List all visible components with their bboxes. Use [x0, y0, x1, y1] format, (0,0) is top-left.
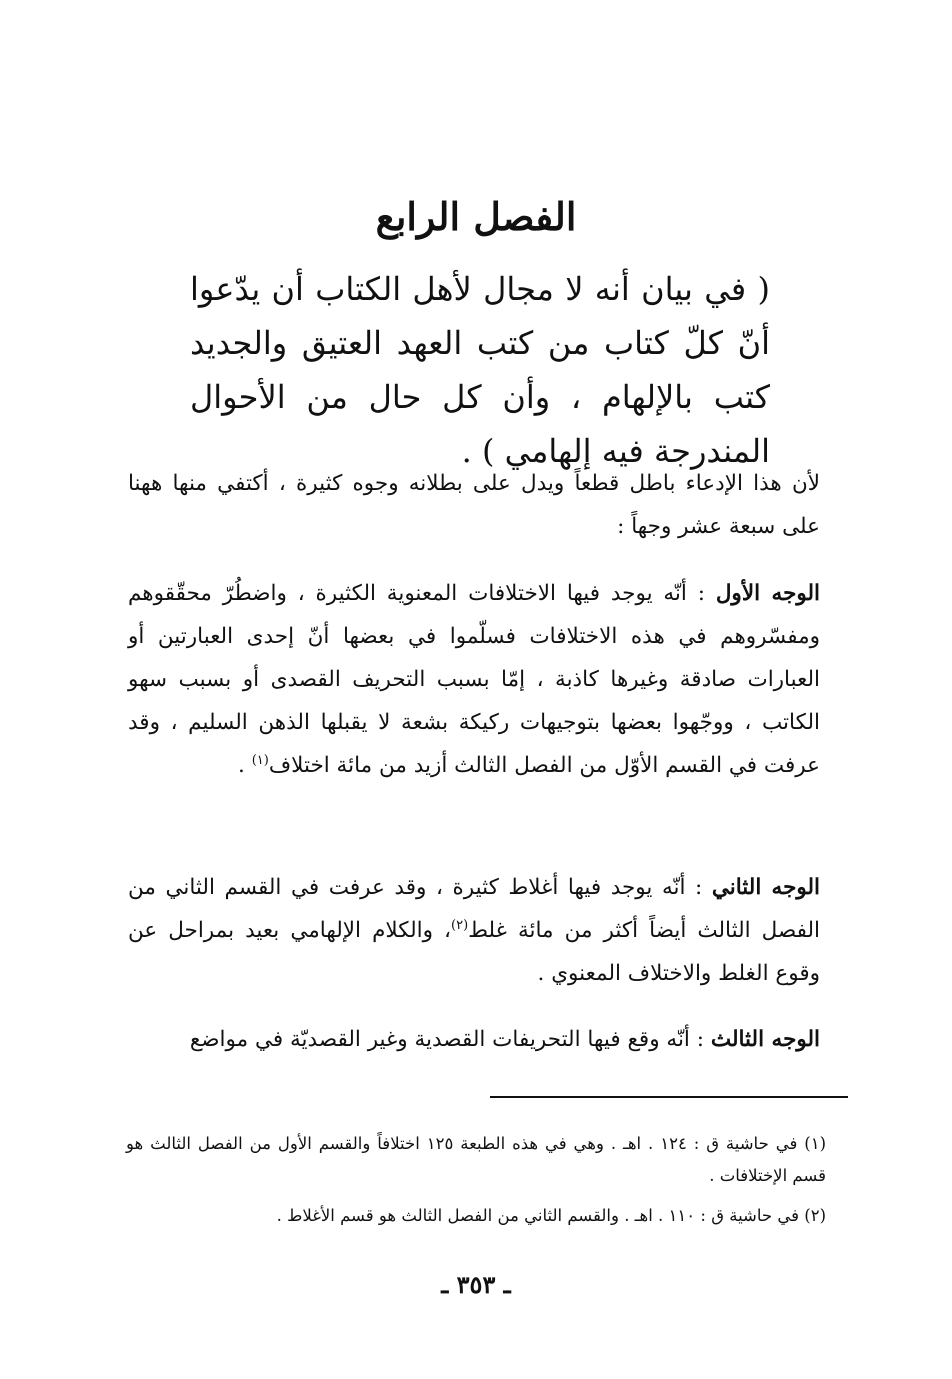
aspect-paragraph-second	[128, 866, 820, 995]
aspect-text-end: ، والكلام الإلهامي بعيد بمراحل عن وقوع الغلط والاختلاف المعنوي .	[128, 918, 820, 986]
aspect-paragraph-first	[128, 572, 820, 787]
footnote-2: (٢) في حاشية ق : ١١٠ . اهـ . والقسم الثاني من الفصل الثالث هو قسم الأغلاط .	[276, 1206, 826, 1225]
aspect-text: : أنّه يوجد فيها أغلاط كثيرة ، وقد عرفت في القسم الثاني من الفصل الثالث أيضاً أكثر من مائة غلط	[128, 875, 820, 943]
aspect-label: الوجه الثالث	[710, 1027, 820, 1052]
aspect-paragraph-third	[128, 1018, 820, 1061]
footnote-divider	[490, 1096, 848, 1098]
footnote-1: (١) في حاشية ق : ١٢٤ . اهـ . وهي في هذه الطبعة ١٢٥ اختلافاً والقسم الأول من الفصل الثالث هو قسم الإختلافات .	[126, 1134, 826, 1185]
aspect-label: الوجه الثاني	[711, 875, 820, 900]
page-number: ـ ٣٥٣ ـ	[441, 1270, 511, 1299]
aspect-label: الوجه الأول	[715, 581, 820, 606]
footnote-ref: (١)	[251, 752, 269, 768]
aspect-text: : أنّه وقع فيها التحريفات القصدية وغير القصديّة في مواضع	[189, 1027, 711, 1052]
chapter-subtitle: ( في بيان أنه لا مجال لأهل الكتاب أن يدّعوا أنّ كلّ كتاب من كتب العهد العتيق والجديد كتب بالإلهام ، وأن كل حال من الأحوال المندرجة فيه إلهامي ) .	[190, 270, 770, 470]
aspect-text-end: .	[238, 753, 252, 778]
intro-paragraph: لأن هذا الإدعاء باطل قطعاً ويدل على بطلانه وجوه كثيرة ، أكتفي منها ههنا على سبعة عشر وجهاً :	[128, 471, 820, 539]
aspect-text: : أنّه يوجد فيها الاختلافات المعنوية الكثيرة ، واضطُرّ محقّقوهم ومفسّروهم في هذه الاختلافات فسلّموا في بعضها أنّ إحدى العبارتين أو العبارات صادقة وغيرها كاذبة ، إمّا بسبب التحريف القصدى أو بسبب سهو الكاتب ، ووجّهوا بعضها بتوجيهات ركيكة بشعة لا يقبلها الذهن السليم ، وقد عرفت في القسم الأوّل من الفصل الثالث أزيد من مائة اختلاف	[128, 581, 820, 778]
chapter-title: الفصل الرابع	[375, 194, 577, 239]
footnote-ref: (٢)	[451, 917, 469, 933]
